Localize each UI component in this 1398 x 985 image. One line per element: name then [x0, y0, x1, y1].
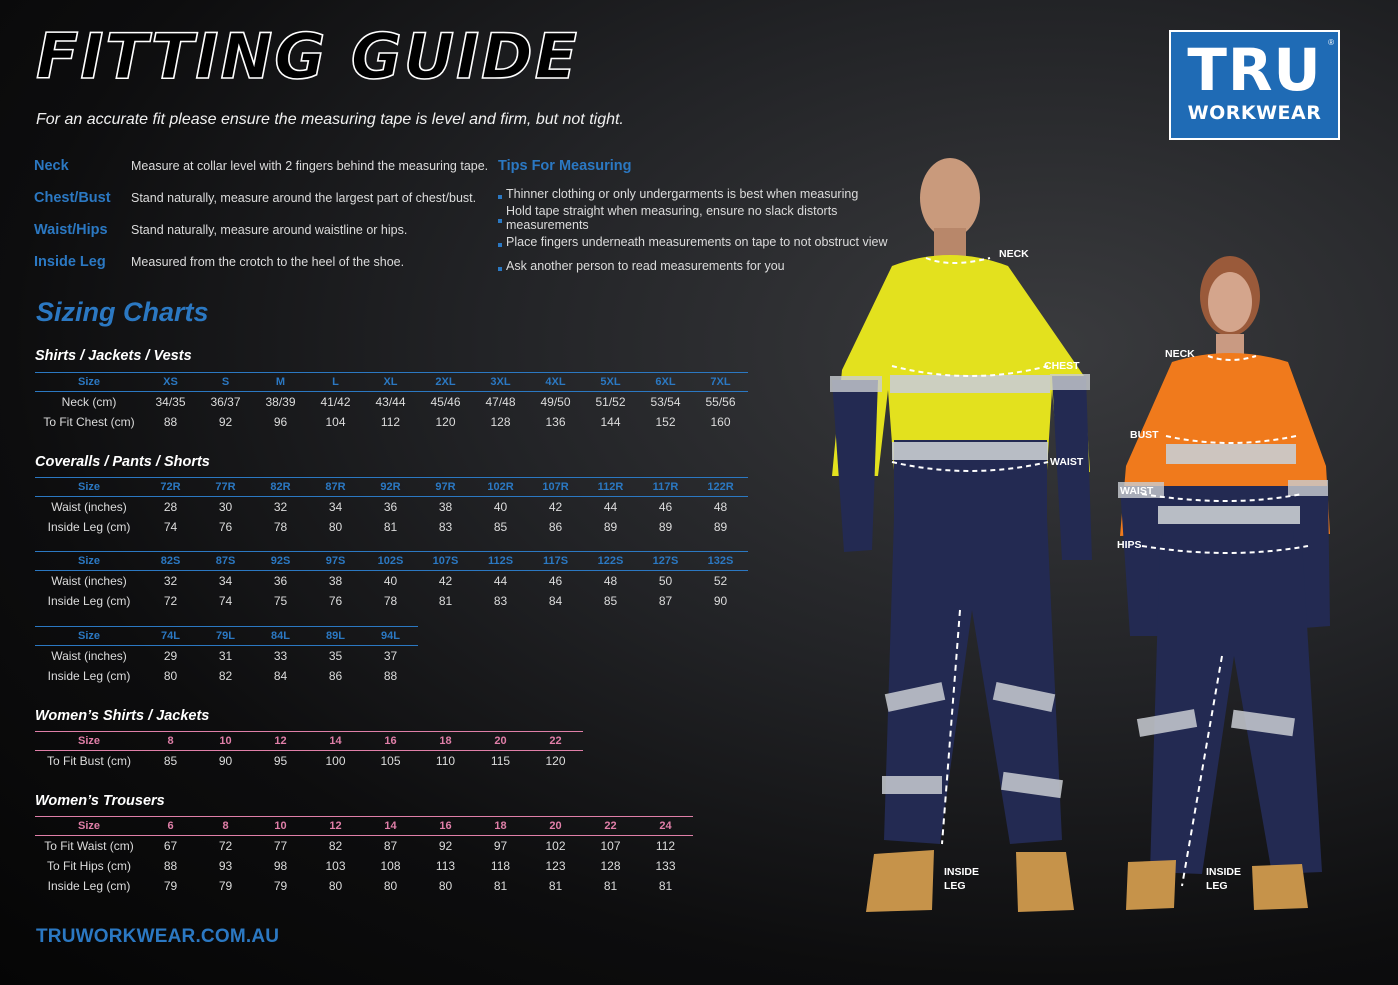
- row-label: Inside Leg (cm): [47, 878, 131, 893]
- female-inside-leg-label-1: INSIDE: [1206, 866, 1242, 878]
- size-value-cell: 74: [163, 519, 178, 534]
- row-label: Waist (inches): [51, 499, 127, 514]
- size-header-cell: 8: [198, 817, 253, 836]
- size-value-cell: 53/54: [650, 394, 681, 409]
- size-value-cell: 123: [545, 858, 566, 873]
- size-value-cell: 120: [545, 753, 566, 768]
- sizing-charts-title: Sizing Charts: [36, 297, 209, 327]
- size-value-cell: 103: [325, 858, 346, 873]
- size-value-cell: 38/39: [265, 394, 296, 409]
- size-header-cell: 87R: [308, 478, 363, 497]
- size-value-cell: 152: [655, 414, 676, 429]
- size-header-cell: 4XL: [528, 373, 583, 392]
- size-header-cell: 97S: [308, 552, 363, 571]
- size-value-cell: 52: [713, 573, 728, 588]
- size-header-cell: XS: [143, 373, 198, 392]
- size-value-cell: 32: [163, 573, 178, 588]
- size-value-cell: 78: [383, 593, 398, 608]
- measure-row-chest: [34, 190, 494, 222]
- female-neck-label: NECK: [1165, 348, 1195, 360]
- size-value-cell: 28: [163, 499, 178, 514]
- size-value-cell: 29: [163, 648, 178, 663]
- size-header-cell: 122S: [583, 552, 638, 571]
- size-value-cell: 76: [218, 519, 233, 534]
- size-value-cell: 83: [438, 519, 453, 534]
- size-value-cell: 74: [218, 593, 233, 608]
- male-model-figure: [822, 140, 1102, 920]
- male-waist-label: WAIST: [1050, 456, 1084, 468]
- size-value-cell: 55/56: [705, 394, 736, 409]
- size-value-cell: 36/37: [210, 394, 241, 409]
- womens-trousers-table: [35, 816, 693, 896]
- size-value-cell: 98: [273, 858, 288, 873]
- logo-workwear-text: WORKWEAR: [1187, 102, 1322, 124]
- measure-term: Neck: [34, 158, 69, 174]
- size-header-cell: 7XL: [693, 373, 748, 392]
- registered-mark: ®: [1328, 38, 1334, 47]
- tip-text: Ask another person to read measurements for you: [506, 259, 785, 273]
- size-value-cell: 75: [273, 593, 288, 608]
- size-header-cell: 84L: [253, 627, 308, 646]
- size-header-cell: 112S: [473, 552, 528, 571]
- size-header-cell: 20: [528, 817, 583, 836]
- size-header-label: Size: [35, 478, 143, 497]
- size-header-row: [35, 478, 748, 497]
- logo-tru-text: TRU: [1187, 36, 1322, 104]
- size-value-cell: 118: [490, 858, 511, 873]
- size-value-cell: 82: [328, 838, 343, 853]
- website-url[interactable]: TRUWORKWEAR.COM.AU: [36, 926, 280, 947]
- size-header-cell: 12: [308, 817, 363, 836]
- size-value-cell: 85: [603, 593, 618, 608]
- size-header-label: Size: [35, 373, 143, 392]
- table-row: [35, 591, 748, 611]
- size-value-cell: 40: [383, 573, 398, 588]
- size-value-cell: 81: [493, 878, 508, 893]
- size-header-cell: L: [308, 373, 363, 392]
- table-row: [35, 571, 748, 591]
- womens-trousers-chart-title: Women’s Trousers: [35, 793, 165, 809]
- size-header-cell: 10: [198, 732, 253, 751]
- measurement-definitions: [34, 158, 494, 286]
- size-value-cell: 85: [163, 753, 178, 768]
- size-value-cell: 92: [218, 414, 233, 429]
- tip-text: Thinner clothing or only undergarments is best when measuring: [506, 187, 859, 201]
- size-value-cell: 45/46: [430, 394, 461, 409]
- coveralls-long-table: [35, 626, 418, 686]
- size-value-cell: 81: [548, 878, 563, 893]
- intro-text: For an accurate fit please ensure the measuring tape is level and firm, but not tight.: [36, 111, 624, 128]
- table-row: [35, 412, 748, 432]
- size-value-cell: 112: [380, 414, 401, 429]
- size-header-cell: 6XL: [638, 373, 693, 392]
- size-header-cell: 16: [418, 817, 473, 836]
- size-value-cell: 81: [383, 519, 398, 534]
- size-value-cell: 43/44: [375, 394, 406, 409]
- size-value-cell: 42: [548, 499, 563, 514]
- female-hips-label: HIPS: [1117, 539, 1142, 551]
- size-value-cell: 97: [493, 838, 508, 853]
- size-header-cell: XL: [363, 373, 418, 392]
- size-header-cell: 107S: [418, 552, 473, 571]
- shirts-size-table: [35, 372, 748, 432]
- size-value-cell: 80: [328, 878, 343, 893]
- size-value-cell: 37: [383, 648, 398, 663]
- row-label: Inside Leg (cm): [47, 519, 131, 534]
- size-value-cell: 88: [163, 858, 178, 873]
- size-header-cell: 92R: [363, 478, 418, 497]
- size-value-cell: 113: [435, 858, 456, 873]
- tip-text: Place fingers underneath measurements on tape to not obstruct view: [506, 235, 888, 249]
- size-header-cell: 74L: [143, 627, 198, 646]
- size-value-cell: 31: [218, 648, 233, 663]
- size-value-cell: 80: [328, 519, 343, 534]
- size-header-label: Size: [35, 817, 143, 836]
- measure-desc: Measured from the crotch to the heel of the shoe.: [131, 255, 405, 269]
- size-header-cell: 8: [143, 732, 198, 751]
- size-value-cell: 67: [163, 838, 178, 853]
- tru-workwear-logo: [1169, 30, 1340, 140]
- size-header-label: Size: [35, 552, 143, 571]
- size-value-cell: 50: [658, 573, 673, 588]
- size-value-cell: 128: [600, 858, 621, 873]
- size-value-cell: 128: [490, 414, 511, 429]
- size-header-cell: 102S: [363, 552, 418, 571]
- row-label: To Fit Bust (cm): [46, 753, 131, 768]
- male-neck-label: NECK: [999, 248, 1029, 260]
- size-value-cell: 93: [218, 858, 233, 873]
- size-header-cell: 87S: [198, 552, 253, 571]
- size-value-cell: 51/52: [595, 394, 626, 409]
- size-header-cell: 89L: [308, 627, 363, 646]
- table-row: [35, 876, 693, 896]
- row-label: Waist (inches): [51, 573, 127, 588]
- size-value-cell: 88: [163, 414, 178, 429]
- size-value-cell: 104: [325, 414, 346, 429]
- size-value-cell: 87: [383, 838, 398, 853]
- size-header-row: [35, 552, 748, 571]
- size-value-cell: 87: [658, 593, 673, 608]
- size-header-cell: 102R: [473, 478, 528, 497]
- size-value-cell: 120: [435, 414, 456, 429]
- size-value-cell: 82: [218, 668, 233, 683]
- size-header-row: [35, 373, 748, 392]
- size-value-cell: 80: [383, 878, 398, 893]
- measure-term: Waist/Hips: [34, 222, 108, 238]
- size-value-cell: 81: [438, 593, 453, 608]
- size-header-cell: 82S: [143, 552, 198, 571]
- size-value-cell: 49/50: [540, 394, 571, 409]
- row-label: Waist (inches): [51, 648, 127, 663]
- size-value-cell: 160: [710, 414, 731, 429]
- size-header-label: Size: [35, 732, 143, 751]
- size-value-cell: 78: [273, 519, 288, 534]
- size-header-cell: 92S: [253, 552, 308, 571]
- female-inside-leg-label-2: LEG: [1206, 880, 1228, 892]
- measure-desc: Stand naturally, measure around waistline or hips.: [131, 223, 408, 237]
- coveralls-chart-title: Coveralls / Pants / Shorts: [35, 454, 210, 470]
- size-header-cell: 18: [418, 732, 473, 751]
- size-value-cell: 84: [548, 593, 563, 608]
- measure-desc: Stand naturally, measure around the largest part of chest/bust.: [131, 191, 477, 205]
- size-header-row: [35, 627, 418, 646]
- size-value-cell: 115: [490, 753, 511, 768]
- row-label: Inside Leg (cm): [47, 593, 131, 608]
- male-inside-leg-label-2: LEG: [944, 880, 966, 892]
- tips-title: Tips For Measuring: [498, 158, 632, 174]
- size-value-cell: 36: [273, 573, 288, 588]
- row-label: Neck (cm): [61, 394, 117, 409]
- size-value-cell: 38: [438, 499, 453, 514]
- measure-term: Inside Leg: [34, 254, 106, 270]
- size-value-cell: 38: [328, 573, 343, 588]
- size-value-cell: 90: [218, 753, 233, 768]
- size-value-cell: 80: [163, 668, 178, 683]
- size-value-cell: 77: [273, 838, 288, 853]
- size-value-cell: 44: [603, 499, 618, 514]
- size-header-cell: 22: [528, 732, 583, 751]
- size-header-cell: 16: [363, 732, 418, 751]
- bullet-icon: [498, 243, 502, 247]
- size-value-cell: 89: [658, 519, 673, 534]
- size-value-cell: 81: [658, 878, 673, 893]
- table-row: [35, 856, 693, 876]
- size-header-cell: M: [253, 373, 308, 392]
- size-value-cell: 136: [545, 414, 566, 429]
- size-header-cell: 132S: [693, 552, 748, 571]
- size-value-cell: 84: [273, 668, 288, 683]
- tip-text: Hold tape straight when measuring, ensure no slack distorts measurements: [506, 204, 838, 232]
- size-header-cell: 127S: [638, 552, 693, 571]
- table-row: [35, 517, 748, 537]
- size-value-cell: 41/42: [320, 394, 351, 409]
- size-value-cell: 107: [600, 838, 621, 853]
- measure-desc: Measure at collar level with 2 fingers behind the measuring tape.: [131, 159, 489, 173]
- table-row: [35, 751, 583, 771]
- table-row: [35, 497, 748, 517]
- size-header-cell: 22: [583, 817, 638, 836]
- size-value-cell: 80: [438, 878, 453, 893]
- page-title: FITTING GUIDE: [36, 20, 579, 93]
- row-label: To Fit Hips (cm): [47, 858, 131, 873]
- size-value-cell: 72: [218, 838, 233, 853]
- size-header-cell: 3XL: [473, 373, 528, 392]
- size-header-cell: 14: [363, 817, 418, 836]
- size-value-cell: 48: [603, 573, 618, 588]
- size-header-cell: 5XL: [583, 373, 638, 392]
- size-value-cell: 95: [273, 753, 288, 768]
- size-value-cell: 34: [328, 499, 343, 514]
- size-value-cell: 112: [655, 838, 676, 853]
- size-header-cell: 122R: [693, 478, 748, 497]
- size-header-cell: 117R: [638, 478, 693, 497]
- size-header-cell: 94L: [363, 627, 418, 646]
- size-value-cell: 110: [435, 753, 456, 768]
- size-header-row: [35, 732, 583, 751]
- measure-row-inside-leg: [34, 254, 494, 286]
- size-header-cell: 14: [308, 732, 363, 751]
- size-value-cell: 133: [655, 858, 676, 873]
- measure-row-neck: [34, 158, 494, 190]
- size-header-cell: 77R: [198, 478, 253, 497]
- female-bust-label: BUST: [1130, 429, 1159, 441]
- size-value-cell: 72: [163, 593, 178, 608]
- size-header-cell: 24: [638, 817, 693, 836]
- size-value-cell: 108: [380, 858, 401, 873]
- size-value-cell: 34/35: [155, 394, 186, 409]
- size-header-cell: 20: [473, 732, 528, 751]
- size-value-cell: 30: [218, 499, 233, 514]
- row-label: Inside Leg (cm): [47, 668, 131, 683]
- male-chest-label: CHEST: [1044, 360, 1080, 372]
- bullet-icon: [498, 195, 502, 199]
- size-value-cell: 44: [493, 573, 508, 588]
- size-header-cell: 117S: [528, 552, 583, 571]
- measure-row-waist: [34, 222, 494, 254]
- size-header-cell: 112R: [583, 478, 638, 497]
- size-value-cell: 34: [218, 573, 233, 588]
- size-value-cell: 89: [713, 519, 728, 534]
- size-header-cell: 82R: [253, 478, 308, 497]
- size-value-cell: 35: [328, 648, 343, 663]
- size-value-cell: 36: [383, 499, 398, 514]
- size-value-cell: 46: [658, 499, 673, 514]
- size-value-cell: 102: [545, 838, 566, 853]
- shirts-chart-title: Shirts / Jackets / Vests: [35, 348, 192, 364]
- male-inside-leg-label-1: INSIDE: [944, 866, 980, 878]
- size-header-cell: 18: [473, 817, 528, 836]
- size-value-cell: 79: [273, 878, 288, 893]
- female-model-figure: [1112, 236, 1372, 920]
- size-header-cell: 2XL: [418, 373, 473, 392]
- size-value-cell: 85: [493, 519, 508, 534]
- size-header-cell: S: [198, 373, 253, 392]
- row-label: To Fit Chest (cm): [43, 414, 135, 429]
- male-model-illustration: [822, 140, 1102, 920]
- size-value-cell: 79: [163, 878, 178, 893]
- size-value-cell: 105: [380, 753, 401, 768]
- size-value-cell: 144: [600, 414, 621, 429]
- size-header-cell: 10: [253, 817, 308, 836]
- size-value-cell: 76: [328, 593, 343, 608]
- size-value-cell: 83: [493, 593, 508, 608]
- size-value-cell: 48: [713, 499, 728, 514]
- size-value-cell: 89: [603, 519, 618, 534]
- size-header-cell: 107R: [528, 478, 583, 497]
- size-value-cell: 32: [273, 499, 288, 514]
- table-row: [35, 392, 748, 412]
- bullet-icon: [498, 219, 502, 223]
- table-row: [35, 836, 693, 856]
- size-value-cell: 92: [438, 838, 453, 853]
- female-model-illustration: [1112, 236, 1372, 920]
- size-value-cell: 33: [273, 648, 288, 663]
- size-value-cell: 46: [548, 573, 563, 588]
- womens-shirts-chart-title: Women’s Shirts / Jackets: [35, 708, 210, 724]
- size-value-cell: 86: [328, 668, 343, 683]
- size-value-cell: 79: [218, 878, 233, 893]
- size-header-row: [35, 817, 693, 836]
- size-value-cell: 88: [383, 668, 398, 683]
- size-header-label: Size: [35, 627, 143, 646]
- table-row: [35, 646, 418, 666]
- table-row: [35, 666, 418, 686]
- size-value-cell: 47/48: [485, 394, 516, 409]
- womens-shirts-table: [35, 731, 583, 771]
- coveralls-stout-table: [35, 551, 748, 611]
- coveralls-regular-table: [35, 477, 748, 537]
- female-waist-label: WAIST: [1120, 485, 1154, 497]
- size-header-cell: 12: [253, 732, 308, 751]
- size-value-cell: 86: [548, 519, 563, 534]
- size-value-cell: 96: [273, 414, 288, 429]
- size-header-cell: 6: [143, 817, 198, 836]
- size-header-cell: 72R: [143, 478, 198, 497]
- size-value-cell: 100: [325, 753, 346, 768]
- size-value-cell: 40: [493, 499, 508, 514]
- size-value-cell: 90: [713, 593, 728, 608]
- size-value-cell: 81: [603, 878, 618, 893]
- bullet-icon: [498, 267, 502, 271]
- measure-term: Chest/Bust: [34, 190, 111, 206]
- size-value-cell: 42: [438, 573, 453, 588]
- size-header-cell: 97R: [418, 478, 473, 497]
- size-header-cell: 79L: [198, 627, 253, 646]
- row-label: To Fit Waist (cm): [44, 838, 134, 853]
